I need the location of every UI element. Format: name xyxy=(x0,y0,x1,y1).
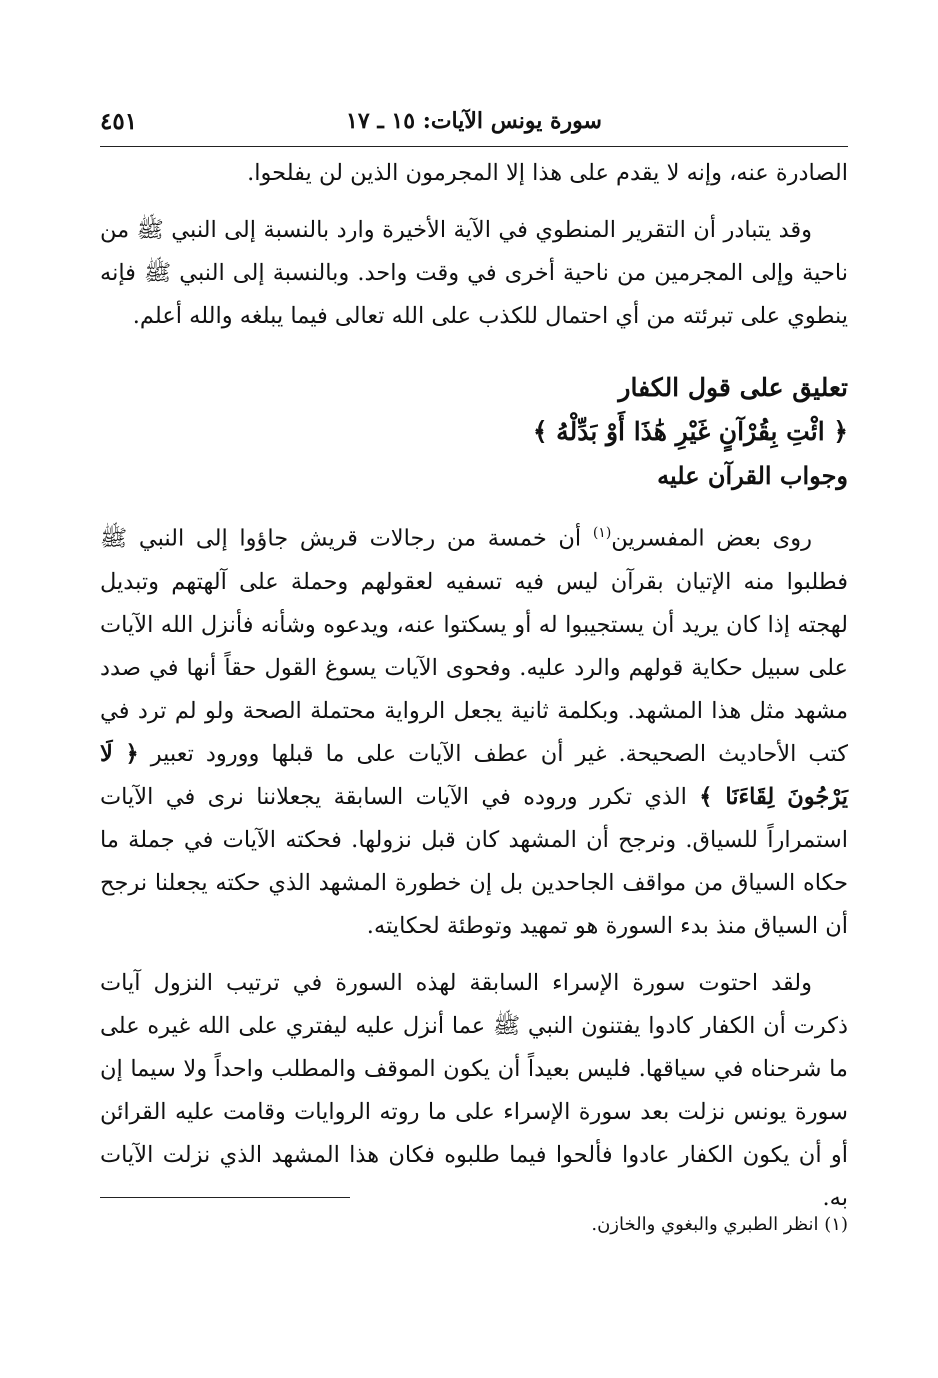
body-text xyxy=(100,152,848,1220)
page-number: ٤٥١ xyxy=(100,108,138,135)
document-page xyxy=(100,100,848,1300)
footnote-reference[interactable]: (١) xyxy=(592,525,612,541)
quran-verse: ﴿ لَا يَرْجُونَ لِقَاءَنَا ﴾ xyxy=(100,740,848,810)
footnote xyxy=(591,1214,848,1235)
footnote-text: انظر الطبري والبغوي والخازن. xyxy=(591,1214,825,1235)
page-header xyxy=(100,108,848,144)
paragraph: وقد يتبادر أن التقرير المنطوي في الآية الأخيرة وارد بالنسبة إلى النبي ﷺ من ناحية وإلى المجرمين من ناحية أخرى في وقت واحد. وبالنسبة إلى النبي ﷺ فإنه ينطوي على تبرئته من أي احتمال للكذب على الله تعالى فيما يبلغه والله أعلم. xyxy=(100,217,848,329)
paragraph xyxy=(100,512,848,948)
paragraph-end: الذي تكرر وروده في الآيات السابقة يجعلاننا نرى في الآيات استمراراً للسياق. ونرجح أن المشهد كان قبل نزولها. فحكته الآيات في جملة ما حكاه السياق من مواقف الجاحدين بل إن خطورة المشهد الذي حكته يجعلنا نرجح أن السياق منذ بدء السورة هو تمهيد وتوطئة لحكايته. xyxy=(100,783,848,939)
heading-verse: ﴿ ائْتِ بِقُرْآنٍ غَيْرِ هَٰذَا أَوْ بَدِّلْهُ ﴾ xyxy=(532,417,848,446)
paragraph-continuation: الصادرة عنه، وإنه لا يقدم على هذا إلا المجرمون الذين لن يفلحوا. xyxy=(247,160,848,186)
header-divider xyxy=(100,146,848,147)
section-heading xyxy=(100,366,848,498)
heading-subtitle: وجواب القرآن عليه xyxy=(657,461,848,490)
footnote-number: (١) xyxy=(824,1214,848,1235)
footnote-divider xyxy=(100,1197,350,1198)
running-title: سورة يونس الآيات: ١٥ ـ ١٧ xyxy=(346,108,602,134)
paragraph-middle: أن خمسة من رجالات قريش جاؤوا إلى النبي ﷺ فطلبوا منه الإتيان بقرآن ليس فيه تسفيه لعقولهم وحملة على آلهتهم وتبديل لهجته إذا كان يريد أن يستجيبوا له أو يسكتوا عنه، ويدعوه وشأنه فأنزل الله الآيات على سبيل حكاية قولهم والرد عليه. وفحوى الآيات يسوغ القول حقاً أنها في صدد مشهد مثل هذا المشهد. وبكلمة ثانية يجعل الرواية محتملة الصحة ولو لم ترد في كتب الأحاديث الصحيحة. غير أن عطف الآيات على ما قبلها وورود تعبير xyxy=(100,525,848,767)
paragraph: ولقد احتوت سورة الإسراء السابقة لهذه السورة في ترتيب النزول آيات ذكرت أن الكفار كادوا يفتنون النبي ﷺ عما أنزل عليه ليفتري على الله غيره على ما شرحناه في سياقها. فليس بعيداً أن يكون الموقف والمطلب واحداً ولا سيما إن سورة يونس نزلت بعد سورة الإسراء على ما روته الروايات وقامت عليه القرائن أو أن يكون الكفار عادوا فألحوا فيما طلبوه فكان هذا المشهد الذي نزلت الآيات به. xyxy=(100,969,848,1211)
heading-title: تعليق على قول الكفار xyxy=(618,373,848,402)
paragraph-start: روى بعض المفسرين xyxy=(611,525,812,552)
